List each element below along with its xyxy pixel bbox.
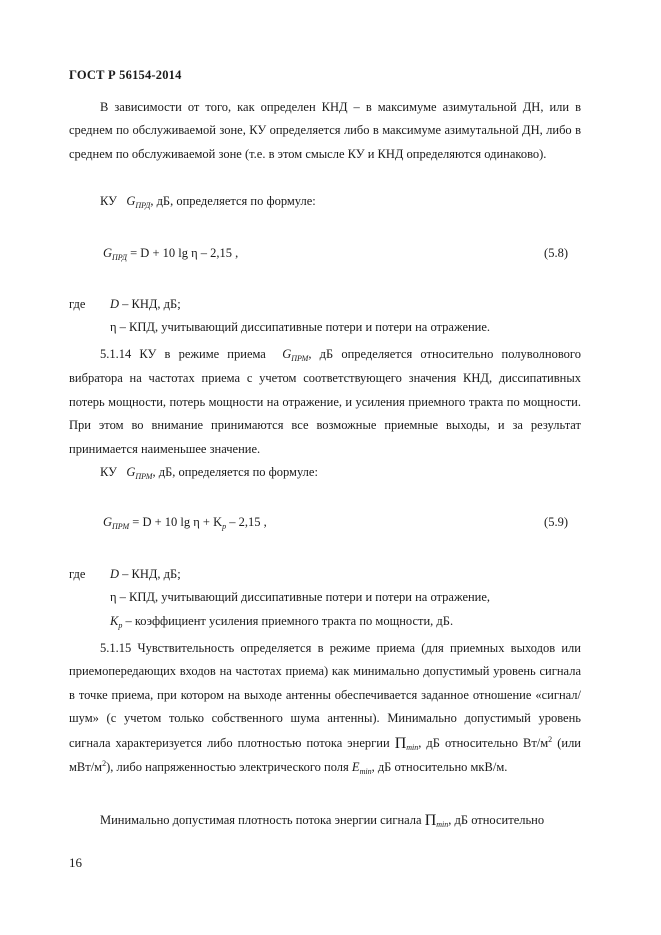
k-definition: – коэффициент усиления приемного тракта по мощности, дБ. bbox=[122, 614, 454, 628]
pi-subscript: min bbox=[406, 742, 419, 752]
d-definition: – КНД, дБ; bbox=[119, 297, 181, 311]
where-label: где bbox=[69, 567, 86, 581]
where-eta-line bbox=[110, 590, 490, 605]
k-subscript: р bbox=[118, 621, 123, 630]
formula-rhs: = D + 10 lg η – 2,15 , bbox=[127, 246, 239, 260]
eta-definition: – КПД, учитывающий диссипативные потери и потери на отражение. bbox=[116, 320, 491, 334]
ku-label: КУ bbox=[100, 194, 117, 208]
where-label: где bbox=[69, 297, 86, 311]
p3-text-e: , дБ относительно мкВ/м. bbox=[371, 760, 508, 775]
page-number: 16 bbox=[69, 855, 82, 870]
g-symbol: G bbox=[126, 194, 136, 208]
ku-text: , дБ, определяется по формуле: bbox=[150, 194, 316, 208]
pi-subscript: min bbox=[436, 820, 449, 829]
formula-rhs-a: = D + 10 lg η + K bbox=[129, 515, 223, 529]
p4-text-a: Минимально допустимая плотность потока энергии сигнала bbox=[100, 813, 425, 827]
where-eta-line bbox=[110, 320, 490, 335]
paragraph-min-flux bbox=[69, 808, 581, 833]
g-symbol: G bbox=[126, 465, 136, 479]
pi-symbol: П bbox=[394, 734, 407, 752]
d-symbol: D bbox=[110, 297, 120, 311]
ku-receive-line bbox=[100, 465, 318, 480]
g-symbol: G bbox=[282, 347, 292, 361]
p4-text-b: , дБ относительно bbox=[448, 813, 545, 827]
p3-text-a: 5.1.15 Чувствительность определяется в режиме приема (для приемных выходов или приемопередающих входов на частотах приема) как минимально допустимый уровень сигнала в точке приема, при котором на выходе антенны обеспечивается заданное отношение «сигнал/шум» (с учетом только собственного шума антенны). Минимально допустимый уровень сигнала характеризуется либо плотностью потока энергии bbox=[69, 641, 581, 750]
p2-body: , дБ определяется относительно полуволнового вибратора на частотах приема с учетом соответствующего значения КНД, диссипативных потерь мощности, потерь мощности на отражение, и усиления приемного тракта по мощности. При этом во внимание принимаются все возможные приемные выходы, и за результат принимается наименьшее значение. bbox=[69, 347, 581, 456]
g-subscript: ПРМ bbox=[291, 354, 309, 363]
formula-lhs-sub: ПРМ bbox=[112, 522, 130, 531]
formula-lhs: G bbox=[103, 515, 113, 529]
superscript: 2 bbox=[548, 734, 553, 744]
document-header: ГОСТ Р 56154-2014 bbox=[69, 68, 182, 82]
formula-lhs-sub: ПРД bbox=[112, 253, 127, 262]
p3-text-d: ), либо напряженностью электрического поля bbox=[106, 760, 352, 775]
formula-5-8 bbox=[103, 246, 238, 261]
eta-definition: – КПД, учитывающий диссипативные потери и потери на отражение, bbox=[116, 590, 491, 604]
eta-symbol: η bbox=[110, 590, 117, 604]
e-symbol: E bbox=[351, 760, 360, 775]
ku-transmit-line bbox=[100, 194, 316, 209]
formula-rhs-b: – 2,15 , bbox=[226, 515, 267, 529]
d-symbol: D bbox=[110, 567, 120, 581]
eta-symbol: η bbox=[110, 320, 117, 334]
where-d-line bbox=[110, 297, 181, 312]
superscript: 2 bbox=[102, 759, 107, 769]
k-symbol: K bbox=[110, 614, 119, 628]
formula-5-9 bbox=[103, 515, 267, 530]
formula-k-sub: р bbox=[222, 522, 227, 531]
ku-text: , дБ, определяется по формуле: bbox=[152, 465, 318, 479]
p3-text-c: (или мВт/м bbox=[69, 735, 581, 775]
formula-lhs: G bbox=[103, 246, 113, 260]
equation-number: (5.8) bbox=[544, 246, 568, 260]
e-subscript: min bbox=[359, 767, 372, 777]
equation-number: (5.9) bbox=[544, 515, 568, 529]
where-k-line bbox=[110, 614, 453, 629]
d-definition: – КНД, дБ; bbox=[119, 567, 181, 581]
p3-text-b: , дБ относительно Вт/м bbox=[418, 735, 549, 750]
g-subscript: ПРМ bbox=[135, 472, 153, 481]
ku-label: КУ bbox=[100, 465, 117, 479]
g-subscript: ПРД bbox=[135, 201, 151, 210]
paragraph-5-1-14 bbox=[69, 343, 581, 461]
where-d-line bbox=[110, 567, 181, 582]
pi-symbol: П bbox=[424, 812, 437, 829]
p2-lead: 5.1.14 КУ в режиме приема bbox=[100, 347, 266, 361]
paragraph-5-1-15 bbox=[69, 637, 581, 780]
paragraph-ku-definition: В зависимости от того, как определен КНД – в максимуме азимутальной ДН, или в среднем по обслуживаемой зоне, КУ определяется либо в максимуме азимутальной ДН, либо в среднем по обслуживаемой зоне (т.е. в этом смысле КУ и КНД определяются одинаково). bbox=[69, 100, 581, 161]
